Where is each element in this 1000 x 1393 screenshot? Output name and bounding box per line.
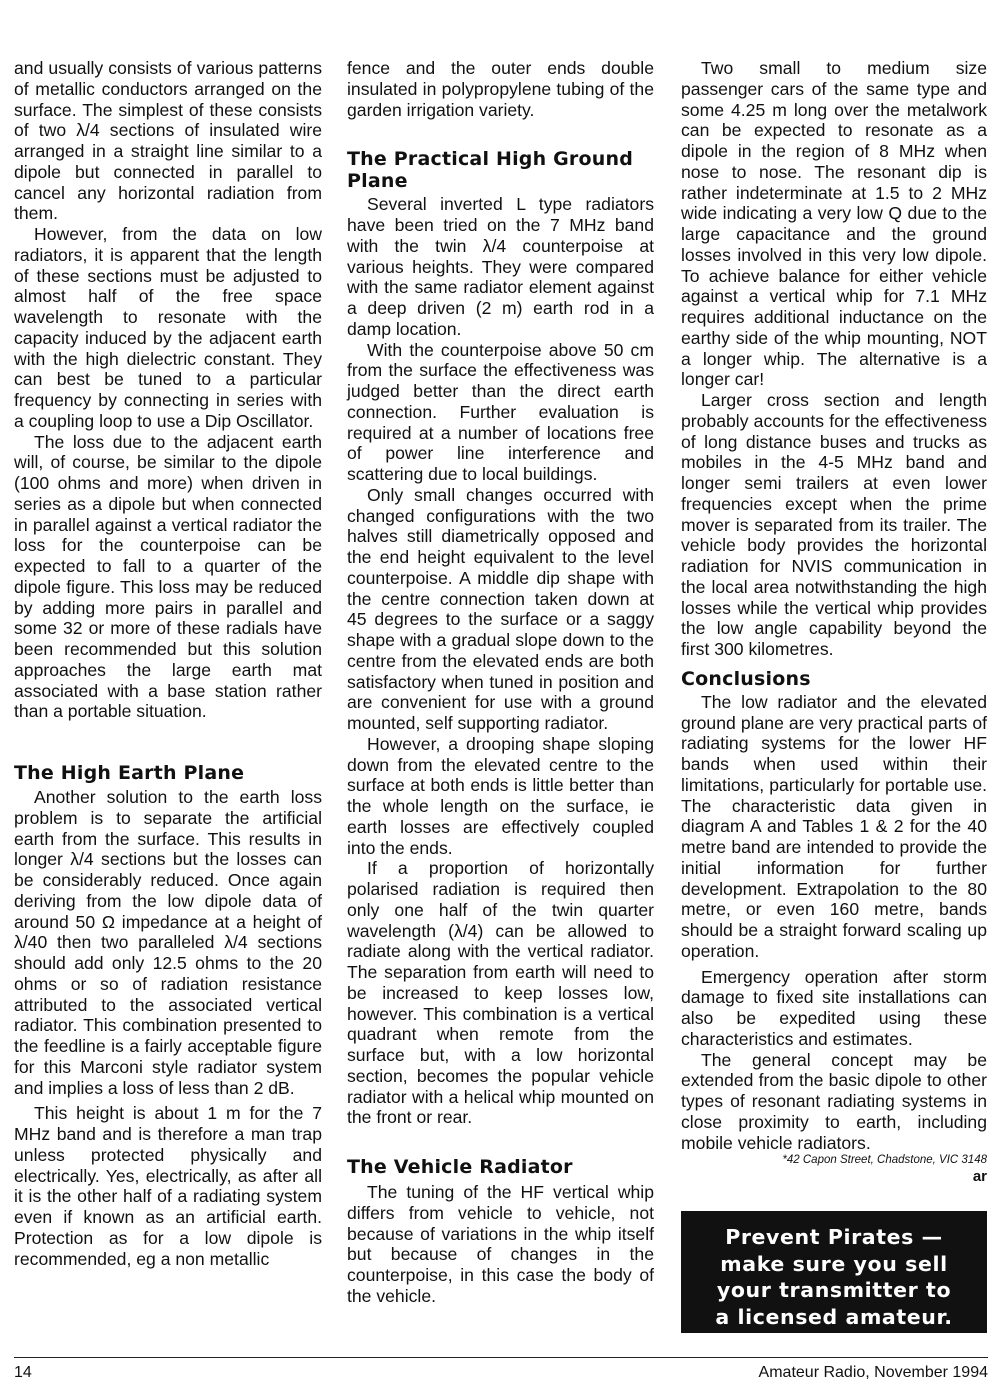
- paragraph: With the counterpoise above 50 cm from the surface the effectiveness was judged better than the direct earth connection. Further evaluation is required at a number of locations free of power line interference and scattering due to local buildings.: [347, 339, 654, 484]
- page-number: 14: [14, 1364, 32, 1381]
- promo-line: your transmitter to: [716, 1278, 952, 1302]
- section-heading-high-earth-plane: The High Earth Plane: [14, 762, 245, 784]
- section-heading-conclusions: Conclusions: [681, 667, 811, 690]
- paragraph: If a proportion of horizontally polarised radiation is required then only one half of the twin quarter wavelength (λ/4) can be allowed to radiate along with the vertical radiator. The separation from earth will need to be increased to keep losses low, however. This combination is a vertical quadrant when remote from the surface but, with a low horizontal section, becomes the popular vehicle radiator with a helical whip mounted on the front or rear.: [347, 858, 654, 1128]
- footer-rule: [14, 1357, 988, 1358]
- article-column-3: [681, 58, 987, 1185]
- promo-line: make sure you sell: [720, 1251, 948, 1276]
- paragraph: Only small changes occurred with changed configurations with the two halves still diametrically opposed and the end height equivalent to the level counterpoise. A middle dip shape with the centre connection taken down at 45 degrees to the surface or a saggy shape with a gradual slope down to the centre from the elevated ends are both satisfactory when tuned in position and are convenient for use with a ground mounted, self supporting radiator.: [347, 484, 654, 733]
- section-heading-vehicle-radiator: The Vehicle Radiator: [347, 1156, 573, 1178]
- promo-line: a licensed amateur.: [715, 1304, 953, 1329]
- paragraph: fence and the outer ends double insulated in polypropylene tubing of the garden irrigation variety.: [347, 58, 654, 120]
- paragraph: Larger cross section and length probably accounts for the effectiveness of long distance buses and trucks as mobiles in the 4-5 MHz band and longer semi trailers at even lower frequencies except when the prime mover is separated from its trailer. The vehicle body provides the horizontal radiation for NVIS communication in the local area notwithstanding the high losses while the vertical whip provides the low angle capability beyond the first 300 kilometres.: [681, 390, 987, 659]
- paragraph: The general concept may be extended from the basic dipole to other types of resonant radiating systems in close proximity to earth, including mobile vehicle radiators.: [681, 1049, 987, 1153]
- paragraph: The low radiator and the elevated ground plane are very practical parts of radiating systems for the lower HF bands when used within their limitations, particularly for portable use. The characteristic data given in diagram A and Tables 1 & 2 for the 40 metre band are intended to provide the initial information for further development. Extrapolation to the 80 metre, or even 160 metre, bands should be a straight forward scaling up operation.: [681, 691, 987, 961]
- promo-line: Prevent Pirates —: [725, 1225, 943, 1249]
- paragraph: The tuning of the HF vertical whip differs from vehicle to vehicle, not because of variations in the whip itself but because of changes in the counterpoise, in this case the body of the vehicle.: [347, 1182, 654, 1306]
- article-column-1: [14, 58, 322, 1269]
- article-column-2: [347, 58, 654, 1307]
- paragraph: However, a drooping shape sloping down from the elevated centre to the surface at both ends is little better than the whole length on the surface, ie earth losses are effectively coupled into the ends.: [347, 733, 654, 858]
- promo-box: [681, 1211, 987, 1333]
- paragraph: This height is about 1 m for the 7 MHz band and is therefore a man trap unless protected physically and electrically. Yes, electrically, as after all it is the other half of a radiating system even if known as an artificial earth. Protection as for a low dipole is recommended, eg a non metallic: [14, 1103, 322, 1269]
- paragraph: The loss due to the adjacent earth will, of course, be similar to the dipole (100 ohms and more) when driven in series as a dipole but when connected in parallel against a vertical radiator the loss for the counterpoise can be expected to fall to a quarter of the dipole figure. This loss may be reduced by adding more pairs in parallel and some 32 or more of these radials have been recommended but this solution approaches the large earth mat associated with a base station rather than a portable situation.: [14, 431, 322, 722]
- end-mark: ar: [972, 1168, 987, 1186]
- paragraph: Emergency operation after storm damage to fixed site installations can also be expedited using these characteristics and estimates.: [681, 966, 987, 1049]
- paragraph: and usually consists of various patterns of metallic conductors arranged on the surface. The simplest of these consists of two λ/4 sections of insulated wire arranged in a straight line similar to a dipole but connected in parallel to cancel any horizontal radiation from them.: [14, 58, 322, 224]
- paragraph: However, from the data on low radiators, it is apparent that the length of these sections must be adjusted to almost half of the free space wavelength to resonate with the capacity induced by the adjacent earth with the high dielectric constant. They can best be tuned to a particular frequency by connecting in series with a coupling loop to use a Dip Oscillator.: [14, 224, 322, 431]
- paragraph: Several inverted L type radiators have been tried on the 7 MHz band with the twin λ/4 counterpoise at various heights. They were compared with the same radiator element against a deep driven (2 m) earth rod in a damp location.: [347, 194, 654, 339]
- paragraph: Another solution to the earth loss problem is to separate the artificial earth from the surface. This results in longer λ/4 sections but the losses can be considerably reduced. Once again deriving from the low dipole data of around 50 Ω impedance at a height of λ/40 then two paralleled λ/4 sections should add only 12.5 ohms to the 20 ohms or so of radiation resistance attributed to the associated vertical radiator. This combination presented to the feedline is a fairly acceptable figure for this Marconi style radiator system and implies a loss of less than 2 dB.: [14, 787, 322, 1098]
- author-address: *42 Capon Street, Chadstone, VIC 3148: [782, 1154, 987, 1167]
- publication-info: Amateur Radio, November 1994: [758, 1364, 988, 1381]
- section-heading-practical-high-ground-plane: The Practical High Ground Plane: [347, 148, 634, 193]
- paragraph: Two small to medium size passenger cars of the same type and some 4.25 m long over the metalwork can be expected to resonate as a dipole in the region of 8 MHz when nose to nose. The resonant dip is rather indeterminate at 1.5 to 2 MHz wide indicating a very low Q due to the large capacitance and the ground losses involved in this very low dipole. To achieve balance for either vehicle against a vertical whip for 7.1 MHz requires additional inductance on the earthy side of the whip mounting, NOT a longer whip. The alternative is a longer car!: [681, 58, 987, 390]
